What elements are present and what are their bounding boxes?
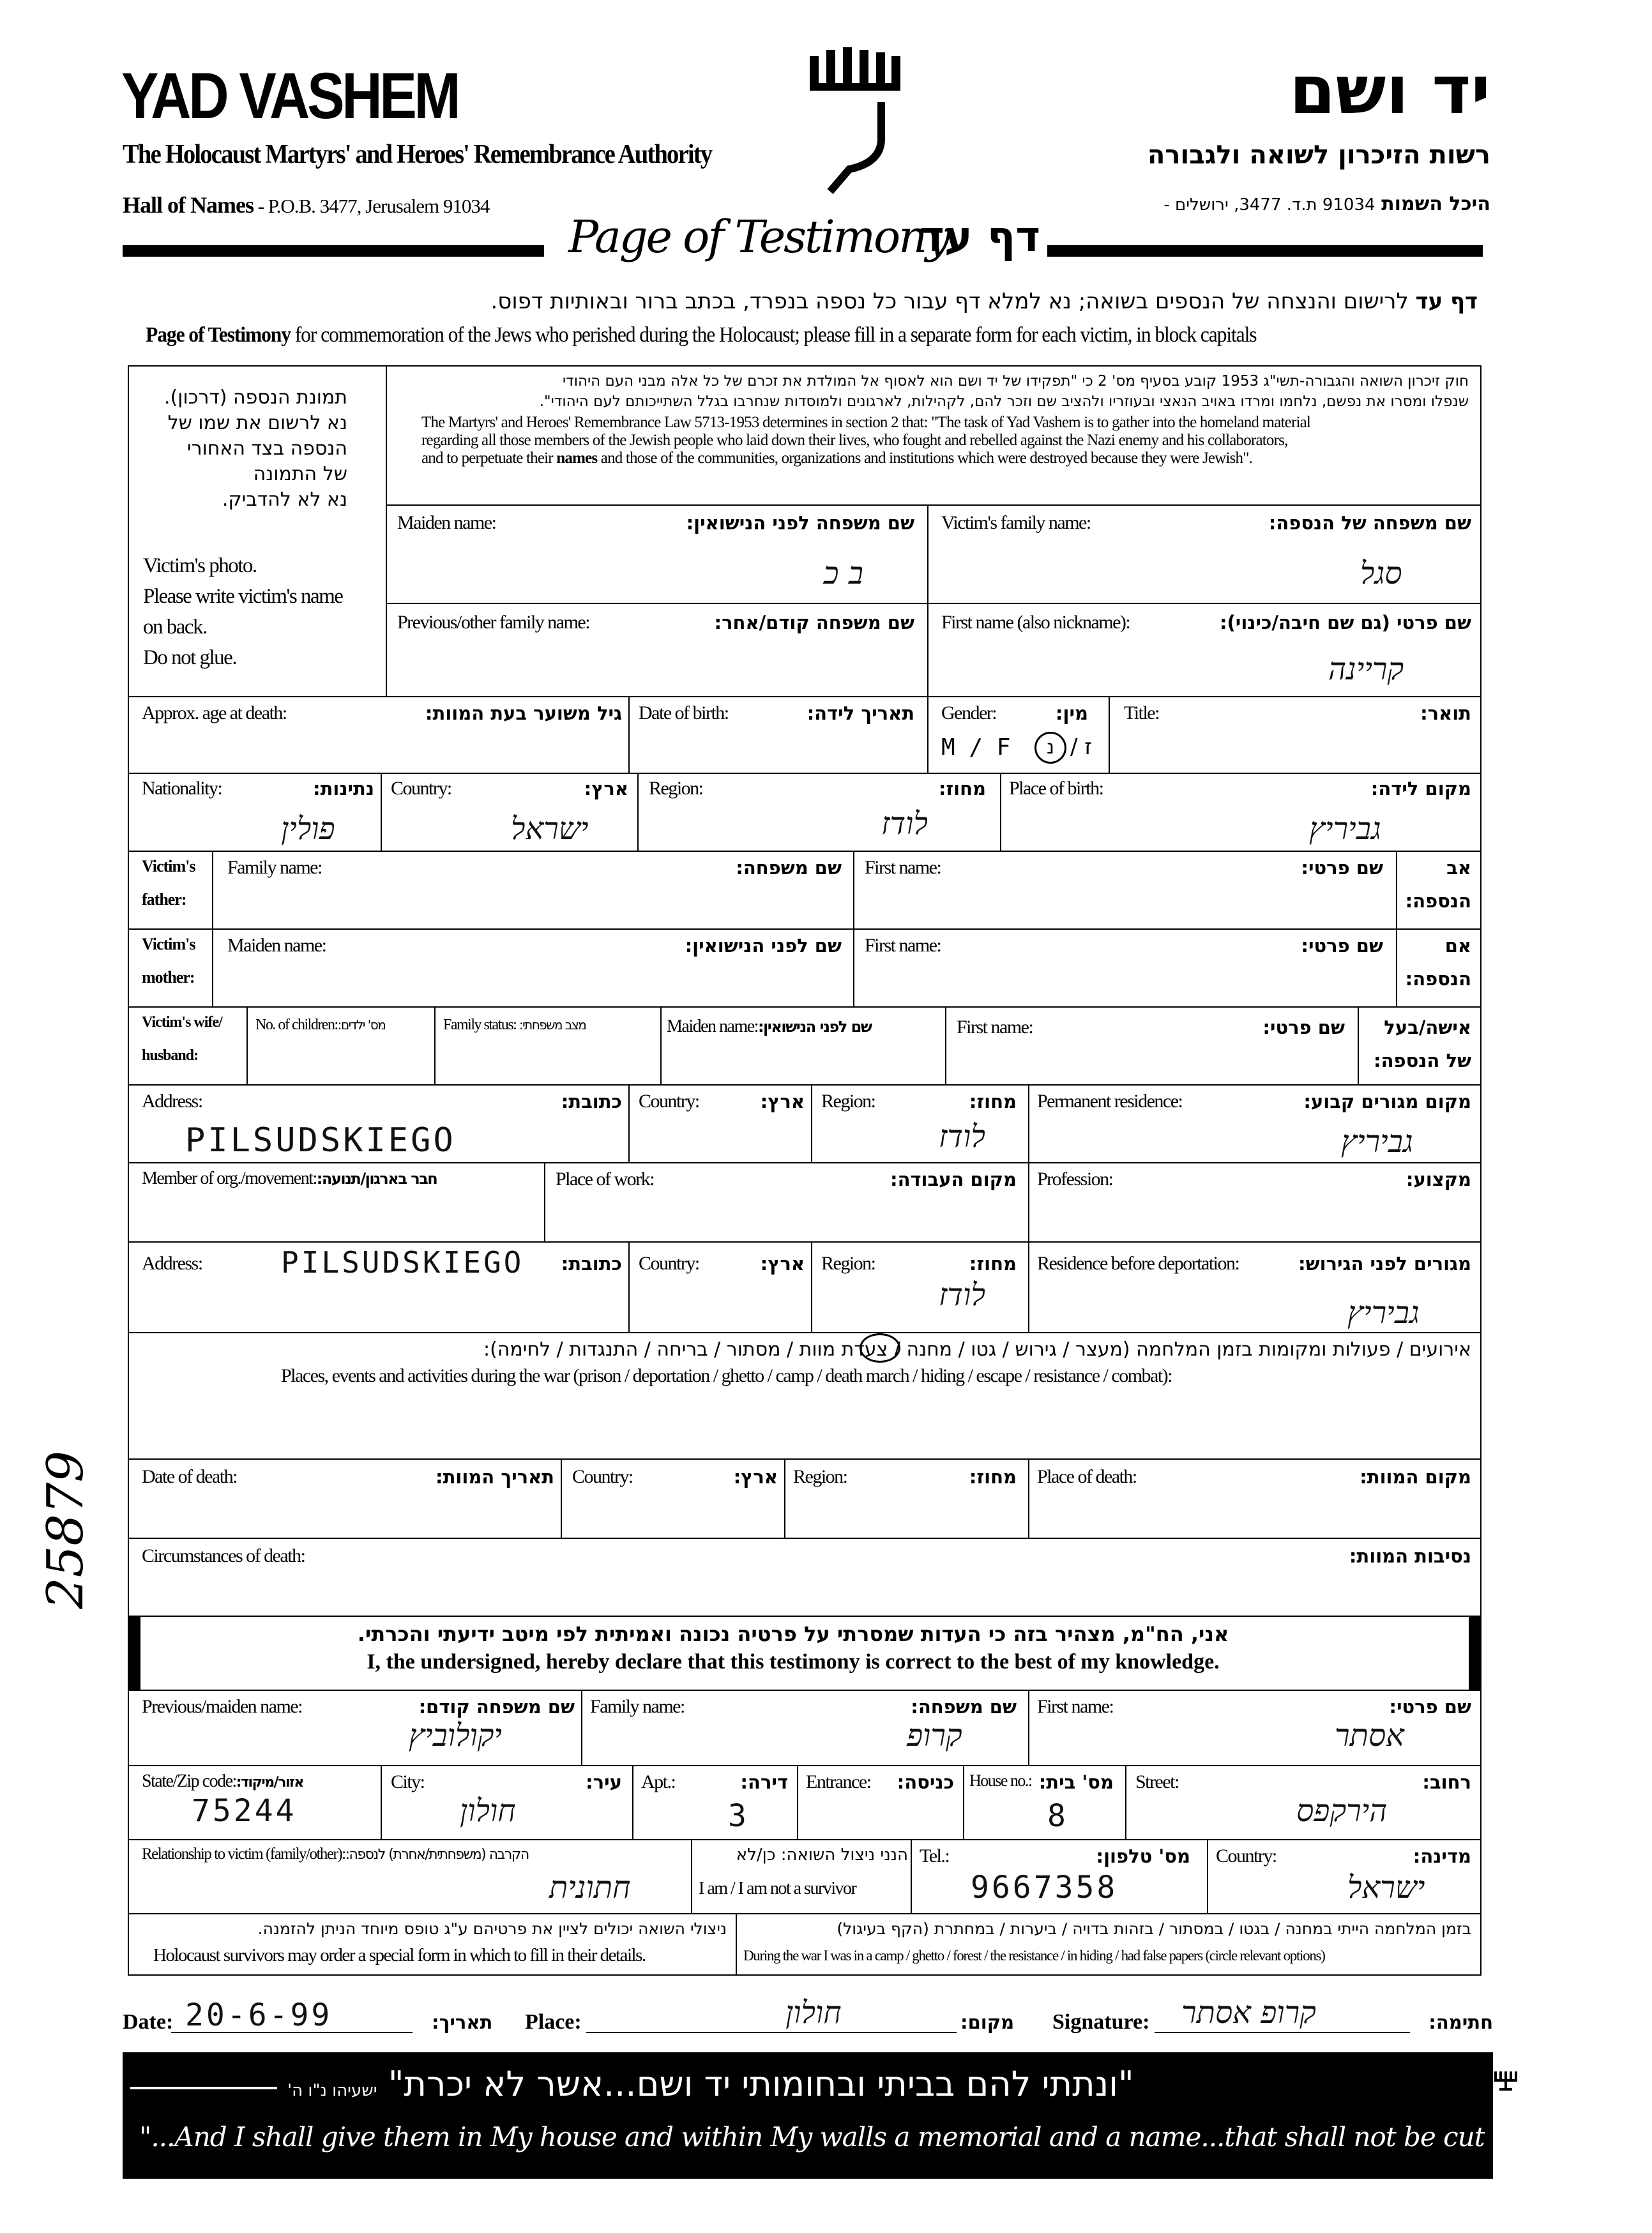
rule (381, 773, 382, 852)
profession-label: Profession: (1037, 1169, 1113, 1190)
law-he-1: חוק זיכרון השואה והגבורה-תשי"ג 1953 קובע בסעיף מס' 2 כי "תפקידו של יד ושם הוא לאסוף אל המולדת את זכרם של כל אלה מבני העם היהודי (563, 373, 1469, 390)
org-name-he: יד ושם (1289, 51, 1490, 129)
rule (386, 603, 1481, 604)
rule (853, 928, 854, 1008)
banner-quote-he-ref: ישעיהו נ"ו ה' (287, 2081, 377, 2100)
rule (212, 851, 213, 930)
photo-instr-he-1: תמונת הנספה (דרכון). (164, 386, 347, 409)
photo-instr-en-2: Please write victim's name (143, 585, 343, 608)
rule (660, 1006, 662, 1086)
banner-rule-left (130, 2087, 277, 2089)
prev-name-label: Previous/other family name: (397, 612, 590, 633)
rule (581, 1690, 582, 1766)
intro-he-text: לרישום והנצחה של הנספים בשואה; נא למלא דף עבור כל נספה בנפרד, בכתב ברור ובאותיות דפוס. (490, 289, 1409, 314)
address-region-label-he: מחוז: (969, 1091, 1017, 1112)
gender-label-he: מין: (1055, 702, 1088, 724)
gender-option-female-he[interactable]: נ (1034, 732, 1066, 764)
place-line (586, 2032, 957, 2033)
first-name-value[interactable]: קריינה (1328, 651, 1404, 687)
banner-quote-en (139, 2121, 1652, 2153)
rule (1396, 851, 1397, 930)
rule (1028, 1241, 1029, 1333)
relation-label (142, 1845, 529, 1863)
signature-value[interactable]: קרופ אסתר (1181, 1995, 1316, 2031)
rule (1028, 1690, 1029, 1766)
spouse-label-2: husband: (142, 1047, 199, 1064)
house-label-he: מס' בית: (1038, 1771, 1114, 1793)
rule (927, 504, 928, 697)
rule (637, 773, 639, 852)
rule (628, 696, 630, 774)
family-name-label-he: שם משפחה של הנספה: (1268, 512, 1471, 534)
sub-prev-label: Previous/maiden name: (142, 1696, 302, 1717)
rule (561, 1458, 562, 1539)
res-dep-label: Residence before deportation: (1037, 1253, 1239, 1274)
law-en-1: The Martyrs' and Heroes' Remembrance Law 5713-1953 determines in section 2 that: "The task of Yad Vashem is to gather into the homeland material (421, 414, 1311, 431)
intro-he-bold: דף עד (1415, 289, 1478, 314)
relation-label-he: הקרבה (משפחתית/אחרת) לנספה: (345, 1847, 529, 1863)
rule (853, 851, 854, 930)
yad-vashem-logo-icon (805, 45, 907, 198)
events-label-en: Places, events and activities during the war (prison / deportation / ghetto / camp / death march / hiding / escape / resistance / combat): (281, 1365, 1172, 1386)
res-dep-value[interactable]: גביריץ (1347, 1295, 1420, 1331)
title-label-he: תואר: (1420, 702, 1471, 724)
law-he-2: שנפלו ומסרו את נפשם, נלחמו ומרדו באויב הנאצי ובעוזריו ולהציב שם וזכר להם, לקהילות, לארגונים ולמוסדות שנחרבו בגלל השתייכותם לעם היהודי". (539, 393, 1469, 410)
title-label: Title: (1124, 702, 1159, 723)
law-en-3 (421, 450, 1469, 467)
father-label-he-1: אב (1446, 857, 1471, 879)
war-note-en: During the war I was in a camp / ghetto / forest / the resistance / in hiding / had false papers (circle relevant options) (743, 1948, 1325, 1964)
address-value[interactable]: PILSUDSKIEGO (185, 1121, 456, 1160)
row-submitter-name (128, 1690, 1481, 1766)
place-value[interactable]: חולון (785, 1995, 842, 2031)
photo-instr-en-3: on back. (143, 616, 207, 639)
work-label: Place of work: (556, 1169, 654, 1190)
page-title-he: דף עד (920, 212, 1041, 261)
sub-first-value[interactable]: אסתר (1335, 1718, 1404, 1753)
first-name-label-he: שם פרטי (גם שם חיבה/כינוי): (1219, 612, 1471, 633)
date-label-he: תאריך: (432, 2011, 493, 2033)
age-label-he: גיל משוער בעת המוות: (425, 702, 622, 724)
gender-option-male-he[interactable]: ז / (1070, 734, 1093, 760)
rule (1125, 1765, 1126, 1840)
age-label: Approx. age at death: (142, 702, 287, 723)
org-name-en: YAD VASHEM (121, 59, 458, 132)
sub-fam-value[interactable]: קרופ (907, 1718, 962, 1753)
rule (927, 696, 928, 774)
rule (544, 1162, 545, 1243)
rule (736, 1913, 737, 1976)
rule (246, 1006, 248, 1086)
form-note-he: ניצולי השואה יכולים לציין את פרטיהם ע"ג טופס מיוחד הניתן להזמנה. (257, 1919, 727, 1938)
sub-prev-value[interactable]: יקולוביץ (409, 1718, 503, 1753)
mother-label-he-1: אם (1444, 935, 1471, 957)
date-label: Date: (123, 2010, 174, 2034)
rule (963, 1765, 964, 1840)
entrance-label-he: כניסה: (897, 1771, 954, 1793)
father-first-label-he: שם פרטי: (1301, 857, 1383, 879)
street-label: Street: (1135, 1771, 1179, 1792)
address-country-label: Country: (639, 1091, 699, 1112)
law-text (421, 373, 1469, 467)
family-status-label-he: מצב משפחתי: (519, 1017, 586, 1033)
mother-label-2: mother: (142, 968, 195, 987)
rule (811, 1084, 812, 1163)
address2-value[interactable]: PILSUDSKIEGO (281, 1245, 524, 1280)
sub-first-label-he: שם פרטי: (1389, 1696, 1471, 1718)
address-region-label: Region: (821, 1091, 875, 1112)
prev-name-label-he: שם משפחה קודם/אחר: (714, 612, 914, 633)
children-label-he: מס' ילדים: (337, 1017, 386, 1033)
rule (1358, 1006, 1359, 1086)
address2-region-label: Region: (821, 1253, 875, 1274)
spouse-maiden-label (667, 1017, 872, 1037)
pod-label-he: מקום המוות: (1360, 1466, 1471, 1488)
sub-fam-label: Family name: (590, 1696, 685, 1717)
mother-first-label-he: שם פרטי: (1301, 935, 1383, 957)
rule (1207, 1839, 1208, 1914)
pob-label: Place of birth: (1009, 778, 1103, 799)
date-value[interactable]: 20-6-99 (185, 1997, 333, 2033)
children-label (255, 1017, 385, 1034)
photo-instr-en-1: Victim's photo. (143, 554, 257, 577)
spouse-label-he-1: אישה/בעל (1384, 1017, 1471, 1038)
menorah-icon (1493, 2069, 1519, 2094)
rule (212, 928, 213, 1008)
spouse-label-1: Victim's wife/ (142, 1014, 222, 1031)
hall-address: - P.O.B. 3477, Jerusalem 91034 (253, 195, 490, 217)
family-name-value[interactable]: סגל (1360, 556, 1402, 591)
rule (1396, 928, 1397, 1008)
archive-number: 25879 (37, 1450, 95, 1609)
sub-country-value[interactable]: ישראל (1347, 1870, 1425, 1905)
photo-instr-he-2: נא לרשום את שמו של (167, 412, 347, 434)
rule (1109, 696, 1110, 774)
hall-address-he: 91034 ת.ד. 3477, ירושלים - (1163, 195, 1375, 215)
law-en-3a: and to perpetuate their (421, 450, 557, 467)
dod-label: Date of death: (142, 1466, 237, 1487)
sub-prev-label-he: שם משפחה קודם: (418, 1696, 575, 1718)
declaration-en: I, the undersigned, hereby declare that this testimony is correct to the best of my knowledge. (367, 1650, 1220, 1674)
law-en-3c: and those of the communities, organizations and institutions which were destroyed because they were Jewish". (597, 450, 1253, 467)
mother-label-1: Victim's (142, 935, 195, 953)
survivor-label-he: הנני ניצול השואה: כן/לא (736, 1845, 908, 1865)
row-circumstances (128, 1538, 1481, 1617)
spouse-maiden-label-en: Maiden name: (667, 1017, 758, 1036)
address2-region-label-he: מחוז: (969, 1253, 1017, 1275)
rule (1028, 1458, 1029, 1539)
rule (632, 1765, 633, 1840)
nationality-value[interactable]: פולין (281, 811, 335, 847)
nationality-label: Nationality: (142, 778, 222, 799)
mother-maiden-label: Maiden name: (227, 935, 326, 956)
father-label-he-2: הנספה: (1405, 890, 1471, 912)
house-label: House no.: (969, 1771, 1032, 1790)
rule (386, 504, 1481, 506)
relation-label-en: Relationship to victim (family/other): (142, 1845, 345, 1863)
sub-fam-label-he: שם משפחה: (911, 1696, 1017, 1718)
address-label: Address: (142, 1091, 202, 1112)
rule (1028, 1162, 1029, 1243)
circ-label: Circumstances of death: (142, 1545, 305, 1566)
maiden-name-label-he: שם משפחה לפני הנישואין: (686, 512, 914, 534)
nationality-label-he: נתינות: (313, 778, 374, 799)
street-label-he: רחוב: (1422, 1771, 1471, 1793)
member-label (142, 1169, 437, 1189)
address2-label: Address: (142, 1253, 202, 1274)
death-country-label: Country: (572, 1466, 633, 1487)
address-region-value[interactable]: לודז (939, 1119, 985, 1154)
row-submitter-address (128, 1765, 1481, 1840)
rule (784, 1458, 785, 1539)
intro-en-bold: Page of Testimony (146, 323, 291, 347)
zip-value[interactable]: 75244 (192, 1793, 297, 1829)
pod-label: Place of death: (1037, 1466, 1137, 1487)
declaration-he: אני, הח"מ, מצהיר בזה כי העדות שמסרתי על פרטיה נכונה ואמיתית לפי מיטב ידיעתי והכרתי. (357, 1622, 1229, 1646)
gender-label: Gender: (941, 702, 997, 723)
country-label-he: ארץ: (584, 778, 628, 799)
form-note-en: Holocaust survivors may order a special form in which to fill in their details. (153, 1945, 646, 1965)
address-label-he: כתובת: (561, 1091, 622, 1112)
father-family-label-he: שם משפחה: (736, 857, 842, 879)
row-age (128, 696, 1481, 774)
rule (381, 1765, 382, 1840)
spouse-label-he-2: של הנספה: (1373, 1050, 1471, 1071)
signature-label: Signature: (1052, 2010, 1150, 2034)
city-label: City: (391, 1771, 425, 1792)
father-family-label: Family name: (227, 857, 322, 878)
maiden-name-value[interactable]: ב כ (824, 556, 863, 591)
org-subtitle-he: רשות הזיכרון לשואה ולגבורה (1147, 140, 1490, 170)
region-label-he: מחוז: (938, 778, 986, 799)
rule (911, 1839, 912, 1914)
law-en-2: regarding all those members of the Jewish people who laid down their lives, who fought and rebelled against the Nazi enemy and his collaborators, (421, 432, 1288, 449)
law-en-3b: names (556, 450, 598, 467)
city-value[interactable]: חולון (460, 1793, 516, 1829)
death-country-label-he: ארץ: (733, 1466, 778, 1488)
sub-country-label-he: מדינה: (1413, 1845, 1471, 1867)
house-value[interactable]: 8 (1047, 1798, 1068, 1834)
intro-en-text: for commemoration of the Jews who perished during the Holocaust; please fill in a separate form for each victim, in block capitals (290, 323, 1257, 347)
country-label: Country: (391, 778, 451, 799)
entrance-label: Entrance: (806, 1771, 871, 1792)
family-name-label: Victim's family name: (941, 512, 1091, 533)
dob-label: Date of birth: (639, 702, 729, 723)
place-label: Place: (525, 2010, 582, 2034)
photo-instr-en-4: Do not glue. (143, 646, 237, 669)
photo-instr-he-4: של התמונה (253, 463, 347, 485)
pob-label-he: מקום לידה: (1370, 778, 1471, 799)
war-note-he: בזמן המלחמה הייתי במחנה / בגטו / במסתור / בזהות בדויה / ביערות / במחתרת (הקף בעיגול) (837, 1919, 1471, 1938)
city-label-he: עיר: (586, 1771, 622, 1793)
children-label-en: No. of children: (255, 1017, 338, 1033)
signature-line (1155, 2032, 1410, 2033)
member-label-he: חבר בארגון/תנועה: (316, 1170, 437, 1188)
country-value[interactable]: ישראל (511, 811, 589, 847)
father-label-1: Victim's (142, 857, 195, 875)
survivor-label-en: I am / I am not a survivor (699, 1879, 856, 1898)
perm-res-value[interactable]: גביריץ (1341, 1124, 1413, 1160)
address2-label-he: כתובת: (561, 1253, 622, 1275)
death-region-label: Region: (793, 1466, 847, 1487)
photo-instr-he-3: הנספה בצד האחורי (186, 437, 347, 460)
zip-label-en: State/Zip code: (142, 1771, 236, 1791)
maiden-name-label: Maiden name: (397, 512, 496, 533)
street-value[interactable]: הירקפס (1296, 1793, 1388, 1829)
page-title-en: Page of Testimony (568, 211, 949, 263)
tel-value[interactable]: 9667358 (971, 1870, 1118, 1905)
banner-quote-he (287, 2064, 1134, 2104)
rule (797, 1765, 798, 1840)
signature-label-he: חתימה: (1428, 2011, 1493, 2033)
address-country-label-he: ארץ: (760, 1091, 805, 1112)
father-label-2: father: (142, 890, 186, 909)
gender-options[interactable]: M / F (941, 734, 1011, 761)
apt-label: Apt.: (641, 1771, 676, 1792)
banner-quote-en-ref: Isaiah, 56:5 (1546, 2129, 1652, 2151)
events-deportation-circle (860, 1333, 900, 1363)
first-name-label: First name (also nickname): (941, 612, 1130, 633)
place-label-he: מקום: (960, 2011, 1015, 2033)
mother-label-he-2: הנספה: (1405, 968, 1471, 990)
spouse-first-label-he: שם פרטי: (1262, 1017, 1345, 1038)
hall-of-names-en (123, 192, 489, 218)
title-rule-right (1047, 245, 1483, 257)
intro-he (491, 289, 1478, 314)
sub-first-label: First name: (1037, 1696, 1114, 1717)
relation-value[interactable]: חתונית (549, 1870, 631, 1905)
pob-value[interactable]: גביריץ (1309, 811, 1381, 847)
photo-instr-he-5: נא לא להדביק. (222, 488, 347, 511)
tel-label-he: מס' טלפון: (1096, 1845, 1190, 1867)
address2-country-label-he: ארץ: (760, 1253, 805, 1275)
zip-label (142, 1771, 303, 1792)
hall-label-he: היכל השמות (1381, 193, 1490, 215)
father-first-label: First name: (865, 857, 941, 878)
rule (811, 1241, 812, 1333)
rule (945, 1006, 946, 1086)
rule (434, 1006, 436, 1086)
hall-of-names-he (1163, 193, 1490, 215)
apt-value[interactable]: 3 (728, 1798, 749, 1834)
dod-label-he: תאריך המוות: (436, 1466, 554, 1488)
events-label-he: אירועים / פעולות ומקומות בזמן המלחמה (מעצר / גירוש / גטו / מחנה / צעדת מוות / מסתור / בריחה / התנגדות / לחימה): (483, 1338, 1471, 1361)
perm-res-label-he: מקום מגורים קבוע: (1303, 1091, 1471, 1112)
circ-label-he: נסיבות המוות: (1349, 1545, 1471, 1567)
family-status-label-en: Family status: (443, 1017, 517, 1033)
rule (691, 1839, 692, 1914)
profession-label-he: מקצוע: (1406, 1169, 1471, 1190)
hall-label: Hall of Names (123, 192, 254, 218)
rule (1000, 773, 1001, 852)
mother-first-label: First name: (865, 935, 941, 956)
mother-maiden-label-he: שם לפני הנישואין: (685, 935, 842, 957)
banner-quote-en-text: "...And I shall give them in My house and within My walls a memorial and a name...that shall not be cut off" (139, 2121, 1538, 2153)
work-label-he: מקום העבודה: (890, 1169, 1017, 1190)
address2-region-value[interactable]: לודז (939, 1277, 985, 1313)
tel-label: Tel.: (920, 1845, 950, 1866)
title-rule-left (123, 245, 544, 257)
member-label-en: Member of org./movement: (142, 1169, 317, 1188)
spouse-maiden-label-he: שם לפני הנישואין: (757, 1018, 872, 1036)
banner-quote-he-text: "ונתתי להם בביתי ובחומותי יד ושם...אשר לא יכרת" (388, 2064, 1134, 2104)
res-dep-label-he: מגורים לפני הגירוש: (1298, 1253, 1471, 1275)
region-label: Region: (649, 778, 703, 799)
region-value[interactable]: לודז (881, 806, 928, 842)
rule (628, 1084, 630, 1163)
sub-country-label: Country: (1216, 1845, 1277, 1866)
family-status-label (443, 1017, 586, 1034)
org-subtitle-en: The Holocaust Martyrs' and Heroes' Remembrance Authority (123, 140, 712, 169)
rule (628, 1241, 630, 1333)
rule (1028, 1084, 1029, 1163)
zip-label-he: אזור/מיקוד: (236, 1775, 303, 1790)
apt-label-he: דירה: (740, 1771, 788, 1793)
spouse-first-label: First name: (957, 1017, 1033, 1038)
death-region-label-he: מחוז: (969, 1466, 1017, 1488)
address2-country-label: Country: (639, 1253, 699, 1274)
intro-en (146, 323, 1256, 347)
perm-res-label: Permanent residence: (1037, 1091, 1183, 1112)
dob-label-he: תאריך לידה: (807, 702, 914, 724)
